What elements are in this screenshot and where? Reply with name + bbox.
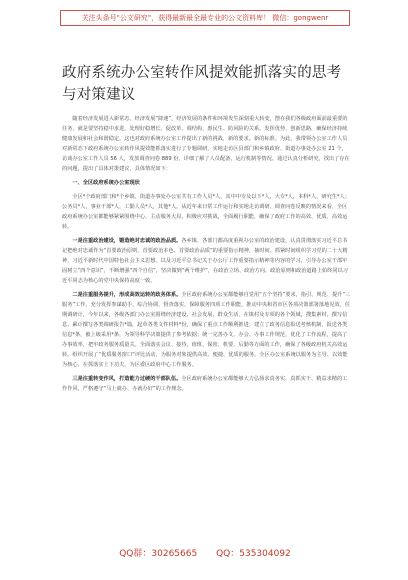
promo-banner[interactable]: 关注头条号"公文研究"，获得最新最全最专业的公文资料库！ 微信：gongwenr <box>60 10 350 26</box>
point-paragraph <box>62 374 352 394</box>
qq-group-text: QQ群：30265665 <box>119 549 198 559</box>
contact-footer <box>60 548 350 560</box>
point-text: 全区政府系统办公室都能够大力弘扬求真务实、真抓实干、精益求精的工作作风，严格遵守“马上就办、办就办好”的工作理念。 <box>62 376 348 392</box>
point-heading: 二是注重服务提升，形成高效运转的政务体系。 <box>72 292 182 298</box>
document-body <box>62 114 352 394</box>
point-text: 全区政府系统办公室都能够自觉用“五个坚持”要求，指引、规范、提升“三服务”工作，充分发挥参谋助手、综合协调、督查落实、保障服务四项工作职能，推动中央和省市区各项决策部署落地见效，任期调研计，今年以来，各级各部门办公室围绕经济建设、社会发展、群众生活，在镇村及专项的各个领域，搜集素材，撰写信息，累计撰写各类调研报告*篇，起草各类文件材料*份，确保了重点工作顺利推进；建立了政务信息报送考核机制，报送各类信息*条，被上级采用*条，为领导科学决策提供了参考依据；统一完善办文、办会、办事工作规范，优化了工作流程，提高了办事效率，把牢政务服务质量关。全面落实会议、接待、值班、保密、机要、后勤等方面的工作，确保了各级政府机关高效运转。组织开展了“优质服务窗口”评比活动，为服务对象提供高效、便捷、优质的服务。全区办公室系统以服务为主导、以效能为核心，在抓落实上下功夫，为区委区政府中心工作服务。 <box>62 292 351 368</box>
point-paragraph <box>62 236 352 286</box>
point-text: 各乡镇、各部门都高度重视办公室的政治建设，认真贯彻落实习近平总书记把绝对忠诚作为“首要政治原则、首要政治本色、首要政治品质”的重要指示精神，抽时间、抓紧时间组织学习党的二十大精神，习近平新时代中国特色社会主义思想，以及习近平总书记关于办公厅工作重要指示精神等内容的学习，引导办公室干部牢固树立“四个意识”，不断增强“四个自信”，坚决做到“两个维护”，在政治立场、政治方向、政治原则和政治道路上始终同以习近平同志为核心的党中央保持高度一致。 <box>62 238 348 284</box>
point-heading: 三是注重转变作风，打造能力过硬的干部队伍。 <box>72 376 182 382</box>
point-paragraph <box>62 290 352 370</box>
qq-text: QQ：535304092 <box>216 549 291 559</box>
point-heading: 一是注重政治建设，锻造绝对忠诚的政治品质。 <box>72 238 182 244</box>
intro-paragraph: 随着经济发展进入新常态，经济发展“降速”，经济发展的条件和环境发生深刻重大转变，摆在我们各级政府面前最重要的任务，就是要坚持稳中求进，处理好稳增长、促改革、调结构、惠民生、防风险的关系，发挥优势、创新思路，确保经济持续健康发展和社会和谐稳定。这也对政府系统办公室工作提出了新的挑战，新的要求。新的标准。为此，我带领办公室工作人员对新常态下政府系统办公室转作风提效能抓落实进行了专题调研，实地走访区县部门和乡镇政府、街道办事处办公室 21 个，访谈办公室工作人员 56 人，发放调查问卷 889 份，详细了解了人员配备、运行机制等情况。通过认真分析研究，找出了存在的问题，提出了具体对策建议，具体情况如下： <box>62 116 350 172</box>
section-paragraph: 全区*个政府部门和*个乡镇、街道办事处办公室共有工作人员*人，其中中专及以下*人，大专*人，本科*人，研究生*人；公务员*人，事业干部*人，工勤人员*人，其他*人。从近年来日常工作运行和实地走访调研、调查问卷反映的情况来看，全区政府系统办公室都能够紧紧围绕中心，主动服务大局，积极应对挑战，全面履行职能，确保了政府工作的高效、优质、高效运转。 <box>62 194 350 230</box>
document-title: 政府系统办公室转作风提效能抓落实的思考与对策建议 <box>62 65 342 103</box>
section-heading: 一、全区政府系统办公室现状 <box>72 180 140 186</box>
